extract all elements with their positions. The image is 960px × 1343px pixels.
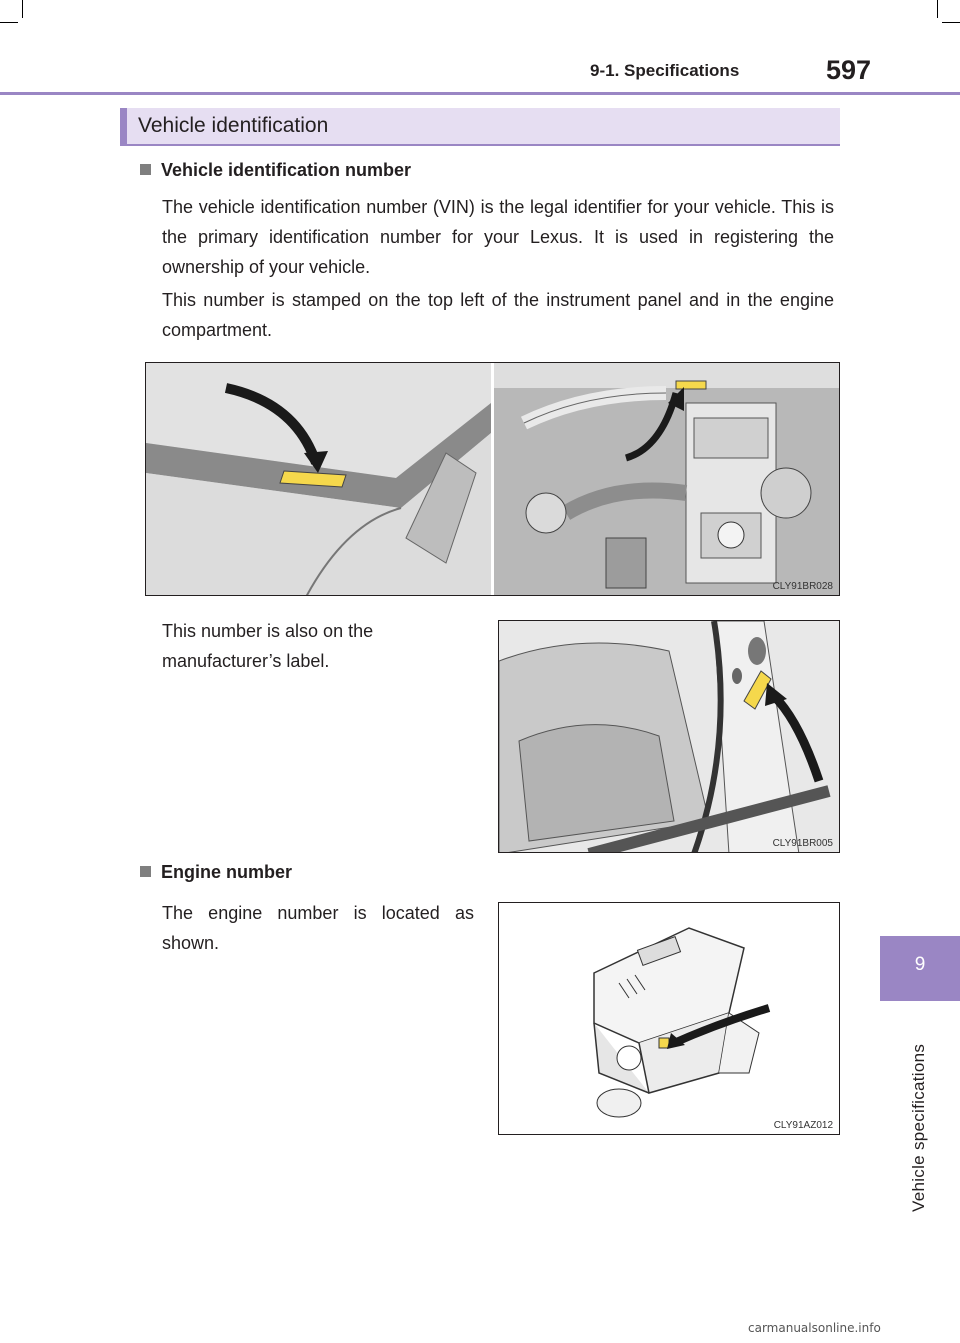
square-bullet-icon [140, 164, 151, 175]
engine-number-text: The engine number is located as shown. [162, 903, 474, 953]
crop-mark-top-right-h [942, 22, 960, 23]
crop-mark-top-left [22, 0, 23, 18]
chapter-tab [880, 936, 960, 1001]
vin-heading-text: Vehicle identification number [161, 160, 412, 180]
vin-location-illustration [146, 363, 840, 596]
figure-2-code: CLY91BR005 [772, 838, 833, 849]
vin-heading [140, 160, 411, 181]
square-bullet-icon [140, 866, 151, 877]
section-heading [120, 108, 840, 146]
watermark: carmanualsonline.info [748, 1321, 881, 1335]
door-pillar-illustration [499, 621, 840, 853]
figure-3-code: CLY91AZ012 [773, 1120, 833, 1131]
section-heading-title: Vehicle identification [138, 114, 329, 137]
vin-paragraph-2: This number is stamped on the top left of the instrument panel and in the engine compartment. [162, 290, 834, 340]
header-rule [0, 92, 960, 95]
page-number: 597 [826, 55, 872, 85]
crop-mark-top-right [937, 0, 938, 18]
crop-mark-top-left-h [0, 22, 18, 23]
running-header-section: 9-1. Specifications [590, 61, 740, 80]
figure-1-code: CLY91BR028 [772, 581, 833, 592]
engine-heading [140, 862, 292, 883]
manufacturer-label-figure [498, 620, 840, 853]
chapter-label: Vehicle specifications [909, 1043, 928, 1212]
engine-illustration [499, 903, 840, 1135]
manufacturer-label-text: This number is also on the manufacturer’s label. [162, 621, 374, 671]
vin-location-figure [145, 362, 840, 596]
section-heading-accent [120, 108, 127, 144]
chapter-number: 9 [914, 954, 926, 975]
engine-heading-text: Engine number [161, 862, 293, 882]
vin-paragraph-1: The vehicle identification number (VIN) is the legal identifier for your vehicle. This is the primary identification number for your Lexus. It is used in registering the ownership of your vehicle. [162, 197, 834, 277]
engine-number-figure [498, 902, 840, 1135]
